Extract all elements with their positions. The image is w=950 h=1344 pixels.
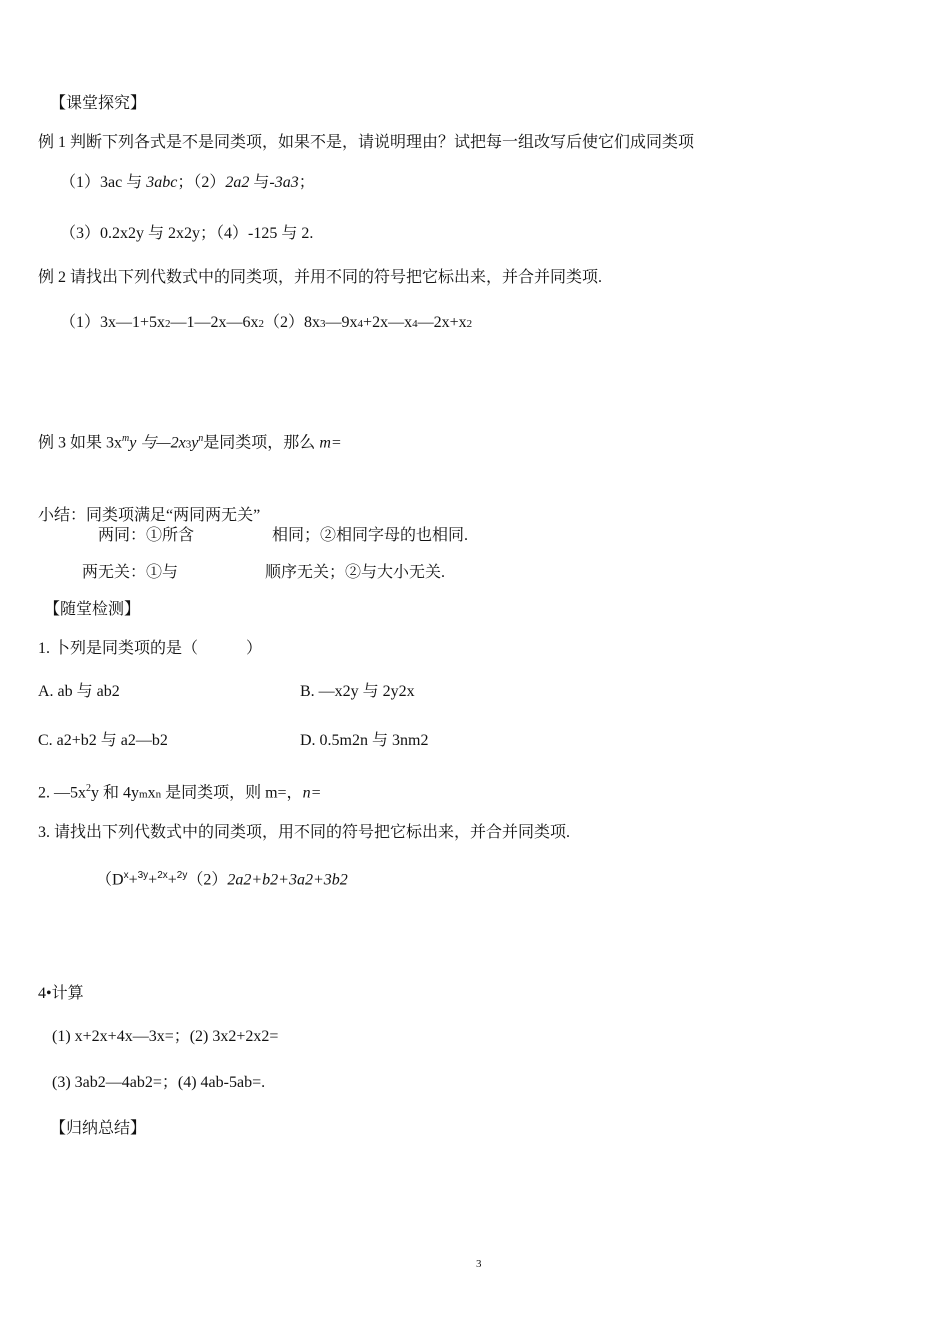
q3-exp: x [123, 870, 129, 881]
q2-part: 2. —5x [38, 784, 86, 802]
q2-exp: m [139, 788, 148, 801]
ex2-part: —9x [325, 314, 358, 331]
ex3-exp: 3 [185, 438, 192, 451]
q2-part: 是同类项，则 m=， [161, 784, 303, 802]
ex1-part: -3a3 [269, 174, 299, 191]
ex3-part: y 与—2x [129, 434, 186, 452]
ex2-exp: 4 [412, 318, 418, 330]
ex3-exp: n [198, 433, 204, 444]
question-1-option-c: C. a2+b2 与 a2—b2 [38, 732, 168, 749]
q2-part: n= [302, 784, 322, 802]
summary-title: 小结：同类项满足“两同两无关” [38, 507, 261, 524]
example-2-title: 例 2 请找出下列代数式中的同类项，并用不同的符号把它标出来，并合并同类项. [38, 269, 603, 286]
question-3-expressions [96, 866, 348, 890]
ex2-part: +2x—x [363, 314, 413, 331]
ex1-part: 3abc [146, 174, 178, 191]
ex2-part: （2）8x [264, 314, 321, 331]
question-4-title: 4•计算 [38, 985, 84, 1002]
q2-part: y 和 4y [91, 784, 140, 802]
question-3-title: 3. 请找出下列代数式中的同类项，用不同的符号把它标出来，并合并同类项. [38, 824, 571, 841]
page-number: 3 [476, 1258, 482, 1270]
summary-line-2a: 两无关：①与 [82, 564, 179, 581]
ex1-part: ； [298, 174, 315, 191]
ex2-exp: 3 [320, 318, 326, 330]
ex3-part: 是同类项，那么 [203, 434, 320, 452]
ex1-part: 2a2 [225, 174, 250, 191]
q3-part: 2a2+b2+3a2+3b2 [227, 871, 348, 889]
q3-exp: 2y [176, 870, 188, 881]
ex2-part: （1）3x—1+5x [60, 314, 166, 331]
example-3 [38, 429, 342, 454]
question-1-option-b: B. —x2y 与 2y2x [300, 683, 415, 700]
section-heading-classroom-inquiry: 【课堂探究】 [50, 95, 147, 112]
ex2-part: —1—2x—6x [170, 314, 259, 331]
q3-part: + [167, 871, 177, 889]
q3-part: + [148, 871, 158, 889]
example-1-line-2: （3）0.2x2y 与 2x2y；（4）-125 与 2. [60, 225, 314, 242]
ex2-exp: 2 [165, 318, 171, 330]
ex3-part: y [191, 434, 199, 452]
ex1-part: （1）3ac 与 [60, 174, 147, 191]
summary-line-1a: 两同：①所含 [98, 527, 195, 544]
question-1-title: 1. 卜列是同类项的是（ ） [38, 640, 263, 657]
q3-part: + [128, 871, 138, 889]
ex2-exp: 2 [466, 318, 473, 330]
q3-part: （2） [187, 871, 228, 889]
example-2-expressions [60, 313, 472, 334]
example-1-line-1 [60, 173, 315, 193]
example-1-title: 例 1 判断下列各式是不是同类项，如果不是，请说明理由？试把每一组改写后使它们成同类项 [38, 134, 695, 151]
ex2-part: —2x+x [417, 314, 467, 331]
ex3-part: m= [319, 434, 342, 452]
ex2-exp: 2 [258, 318, 265, 330]
q3-exp: 2x [157, 870, 168, 881]
q2-part: x [147, 784, 156, 802]
section-heading-quiz: 【随堂检测】 [44, 601, 141, 618]
question-4-line-2: (3) 3ab2—4ab2=；(4) 4ab-5ab=. [52, 1074, 266, 1091]
ex3-part: 例 3 如果 3x [38, 434, 123, 452]
ex1-part: ；（2） [177, 174, 226, 191]
summary-line-2b: 顺序无关；②与大小无关. [265, 564, 446, 581]
q2-exp: 2 [86, 783, 91, 794]
question-2 [38, 779, 321, 804]
question-1-option-a: A. ab 与 ab2 [38, 683, 120, 700]
ex1-part: 与 [249, 174, 270, 191]
q3-part: （D [96, 871, 124, 889]
q2-exp: n [155, 788, 162, 801]
q3-exp: 3y [137, 870, 149, 881]
question-4-line-1: (1) x+2x+4x—3x=；(2) 3x2+2x2= [52, 1028, 279, 1045]
summary-line-1b: 相同；②相同字母的也相同. [272, 527, 469, 544]
ex2-exp: 4 [357, 318, 364, 330]
ex3-exp: m [122, 433, 130, 444]
section-heading-summary: 【归纳总结】 [50, 1120, 147, 1137]
question-1-option-d: D. 0.5m2n 与 3nm2 [300, 732, 429, 749]
